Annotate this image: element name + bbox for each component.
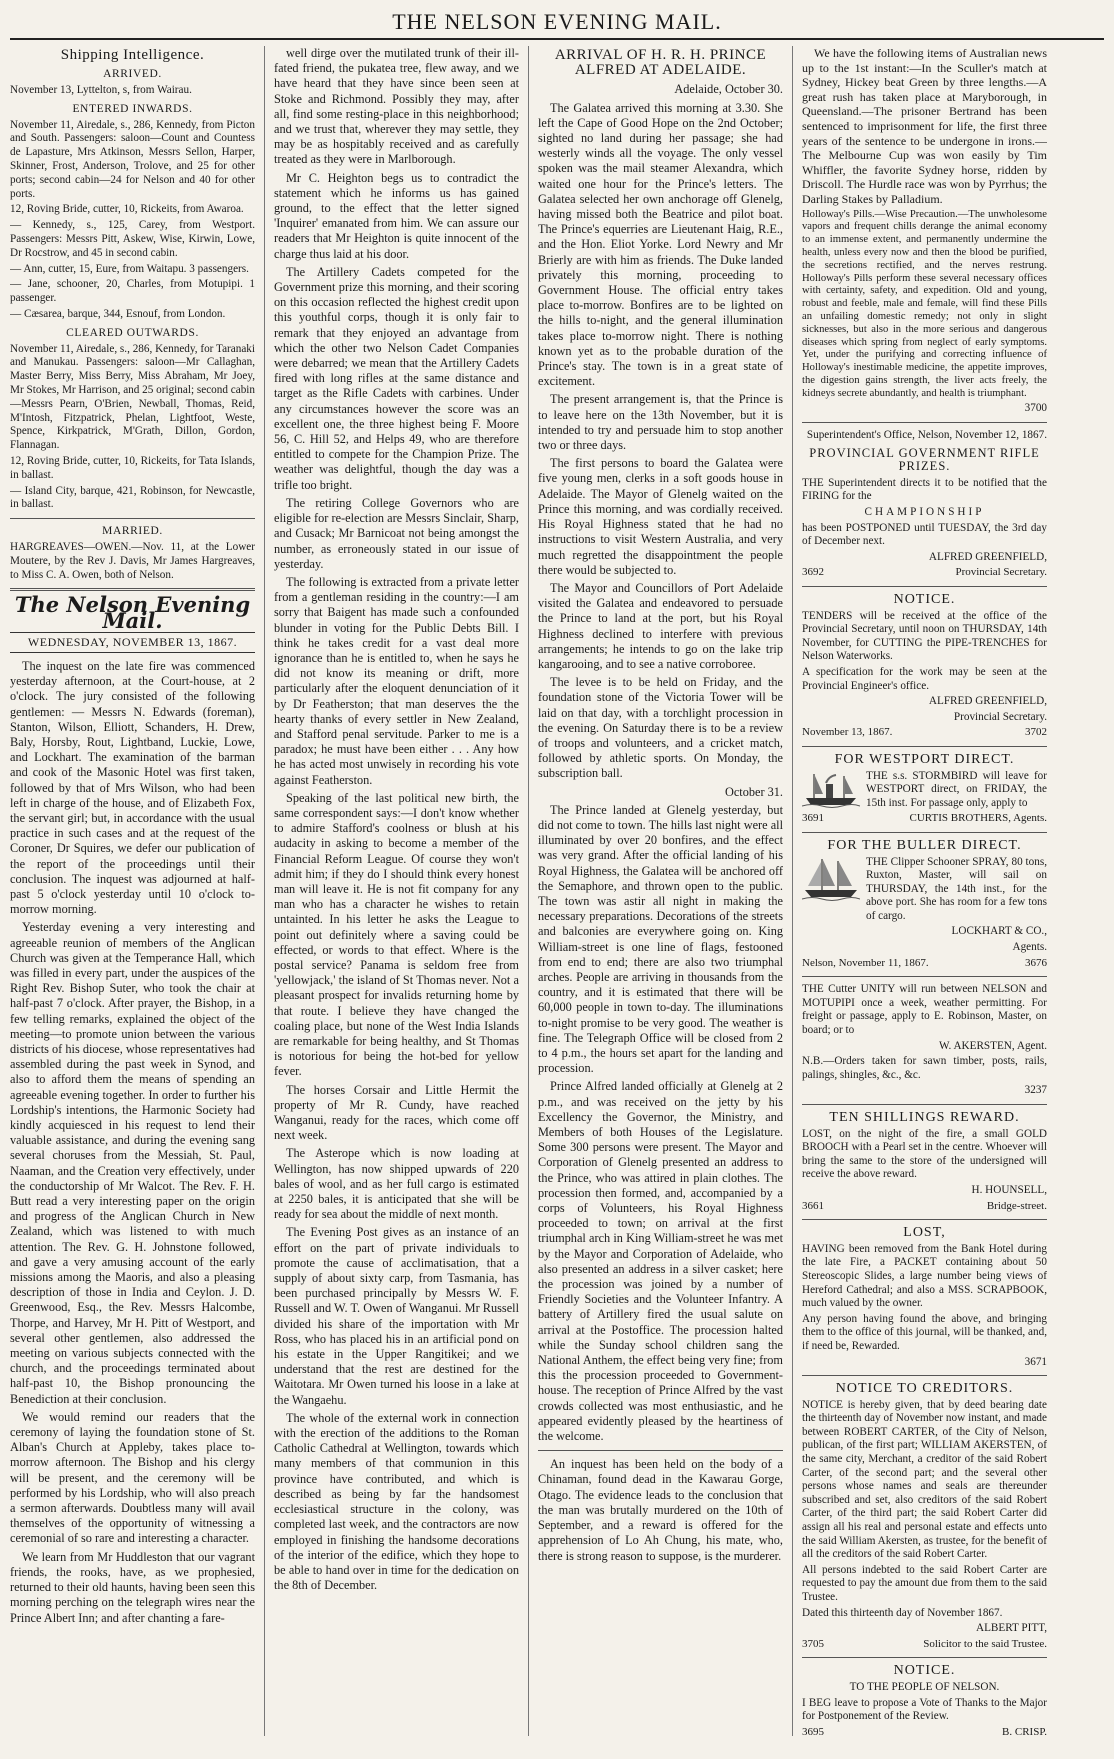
westport-body: THE s.s. STORMBIRD will leave for WESTPORT direct, on FRIDAY, the 15th inst. For passage only, apply to bbox=[866, 769, 1047, 809]
divider bbox=[802, 832, 1047, 833]
article-paragraph: The Asterope which is now loading at Wellington, has now shipped upwards of 220 bales of wool, and as her full cargo is estimated at 2250 bales, it is anticipated that she will be ready for sea about the middle of next month. bbox=[274, 1146, 519, 1222]
buller-ad bbox=[802, 856, 1047, 926]
ad-ref: 3702 bbox=[1025, 726, 1047, 739]
entered-entry: — Jane, schooner, 20, Charles, from Motupipi. 1 passenger. bbox=[10, 278, 255, 305]
schooner-icon bbox=[802, 856, 860, 902]
article-paragraph: The following is extracted from a private letter from a gentleman residing in the country:—I am sorry that Baigent has made such a confounded blunder in voting for the Public Debts Bill. I think he takes credit for a vast deal more ignorance than he is entitled to, when he says he did not know its meaning or drift, more particularly after the eloquent denunciation of it by Dr Featherston; that man deserves the the hearty thanks of every settler in New Zealand, and Stafford penal servitude. Parker to me is a paradox; he must have been either . . . Any how he has acted most unwisely in recording his vote against Featherston. bbox=[274, 574, 519, 787]
westport-signature: CURTIS BROTHERS, Agents. bbox=[909, 812, 1047, 825]
people-notice-title: NOTICE. bbox=[893, 1663, 956, 1679]
entered-heading: ENTERED INWARDS. bbox=[72, 102, 193, 115]
signature-role: Agents. bbox=[1012, 941, 1047, 954]
buller-date: Nelson, November 11, 1867. bbox=[802, 956, 929, 969]
cleared-entry: — Island City, barque, 421, Robinson, for Newcastle, in ballast. bbox=[10, 484, 255, 511]
australian-news: We have the following items of Australian news up to the 1st instant:—In the Sculler's match at Sydney, Hickey beat Green by three lengths.—A great rush has taken place at Maryborough, in Queensland.—The prisoner Bertrand has been sentenced to imprisonment for life, the first three years of the sentence to be undergone in irons.—The Melbourne Cup was won easily by Tim Whiffler, the favorite Sydney horse, ridden by Driscoll. The Hurdle race was won by Pyrrhus; the Darling Stakes by Palladium. bbox=[802, 46, 1047, 206]
notice-body: A specification for the work may be seen at the Provincial Engineer's office. bbox=[802, 665, 1047, 692]
article-paragraph: We would remind our readers that the ceremony of laying the foundation stone of St. Alban's Church at Appleby, takes place to-morrow afternoon. The Bishop and his clergy will be present, and the ceremony will be performed by his Lordship, who will also preach a sermon afterwards. Doubtless many will avail themselves of the opportunity of witnessing a ceremonial of so rare and interesting a character. bbox=[10, 1409, 255, 1546]
article-paragraph: Mr C. Heighton begs us to contradict the statement which he informs us has gained ground, to the effect that the letter signed 'Inquirer' emanated from him. We can assure our readers that Mr Heighton is quite innocent of the charge thus laid at his door. bbox=[274, 170, 519, 261]
reward-body: LOST, on the night of the fire, a small GOLD BROOCH with a Pearl set in the centre. Whoever will bring the same to the store of the undersigned will receive the above reward. bbox=[802, 1127, 1047, 1181]
article-paragraph: The present arrangement is, that the Prince is to leave here on the 13th November, but it is intended to try and persuade him to stop another two or three days. bbox=[538, 392, 783, 453]
ad-ref: 3691 bbox=[802, 812, 824, 825]
holloway-ad: Holloway's Pills.—Wise Precaution.—The unwholesome vapors and frequent chills derange the animal economy to an immense extent, and permanently undermine the health, unless every now and then the blood be purified, the secretions rectified, and the nerves restrung. Holloway's Pills perform these several necessary offices with certainty, safety, and expedition. Old and young, robust and feeble, male and female, will find these Pills an unfailing domestic remedy; not only in slight sicknesses, but also in the more serious and dangerous diseases which spring from neglect of early symptoms. Yet, under the purifying and correcting influence of Holloway's inestimable medicine, the appetite improves, the digestion gains strength, the liver acts freely, the kidneys secrete abundantly, and health is triumphant. bbox=[802, 208, 1047, 399]
shipping-title: Shipping Intelligence. bbox=[60, 47, 205, 63]
divider bbox=[802, 976, 1047, 977]
masthead: THE NELSON EVENING MAIL. bbox=[392, 9, 722, 34]
reward-place: Bridge-street. bbox=[986, 1199, 1047, 1212]
cleared-entry: November 11, Airedale, s., 286, Kennedy, for Taranaki and Manukau. Passengers: saloon—Mr Callaghan, Master Berry, Miss Berry, Miss Abraham, Mr Joey, Mr Stokes, Mr Harrison, and 25 original; second cabin—Messrs Pearn, O'Brien, Newball, Thomas, Reid, M'Intosh, Fitzpatrick, Phelan, Lightfoot, Weste, Spence, Kirkpatrick, M'Grath, Dillon, Gordon, Flannagan. bbox=[10, 342, 255, 452]
lost-title: LOST, bbox=[903, 1225, 946, 1241]
article-paragraph: We learn from Mr Huddleston that our vagrant friends, the rooks, have, as we prophesied, returned to their old haunts, having been seen this morning perching on the telegraph wires near the Prince Albert Inn; and after chanting a fare- bbox=[10, 1549, 255, 1625]
creditors-title: NOTICE TO CREDITORS. bbox=[835, 1381, 1014, 1397]
entered-entry: — Cæsarea, barque, 344, Esnouf, from London. bbox=[10, 307, 226, 320]
unity-body: THE Cutter UNITY will run between NELSON and MOTUPIPI once a week, weather permitting. For freight or passage, apply to E. Robinson, Master, on board; or to bbox=[802, 983, 1047, 1037]
column-4 bbox=[793, 46, 1047, 1736]
newspaper-page bbox=[10, 8, 1104, 1743]
entered-entry: — Ann, cutter, 15, Eure, from Waitapu. 3 passengers. bbox=[10, 262, 249, 275]
cleared-heading: CLEARED OUTWARDS. bbox=[66, 326, 199, 339]
married-heading: MARRIED. bbox=[102, 525, 163, 538]
reward-signature: H. HOUNSELL, bbox=[971, 1183, 1047, 1196]
ad-ref: 3671 bbox=[1024, 1355, 1047, 1368]
arrived-heading: ARRIVED. bbox=[103, 68, 162, 81]
steamship-icon bbox=[802, 770, 860, 808]
ad-footer bbox=[802, 1200, 1047, 1214]
creditors-body: NOTICE is hereby given, that by deed bearing date the thirteenth day of November now instant, and made between ROBERT CARTER, of the City of Nelson, publican, of the first part; WILLIAM AKERSTEN, of the same city, Merchant, a creditor of the said Robert Carter, of the second part; and the several other persons whose names and seals are thereunder subscribed and set, also creditors of the said Robert Carter, of the third part; the said Robert Carter did assign all his real and personal estate and effects unto the said William Akersten, as trustee, for the benefit of all the creditors of the said Robert Carter. bbox=[802, 1398, 1047, 1561]
lost-body: HAVING been removed from the Bank Hotel during the late Fire, a PACKET containing about 50 Stereoscopic Slides, a large number being views of Hereford Cathedral; and also a MSS. SCRAPBOOK, much valued by the owner. bbox=[802, 1242, 1047, 1310]
article-paragraph: The Mayor and Councillors of Port Adelaide visited the Galatea and endeavored to persuade the Prince to land at the port, but his Royal Highness declined to interfere with previous arrangements; he intends to go on the lake trip kangarooing, and to see a native corroboree. bbox=[538, 580, 783, 671]
columns bbox=[10, 46, 1104, 1736]
ad-ref: 3676 bbox=[1025, 956, 1047, 969]
married-entry: HARGREAVES—OWEN.—Nov. 11, at the Lower Moutere, by the Rev J. Davis, Mr James Hargreaves, to Miss C. A. Owen, both of Nelson. bbox=[10, 540, 255, 581]
rifle-championship: CHAMPIONSHIP bbox=[864, 506, 985, 519]
ad-ref: 3692 bbox=[802, 566, 824, 579]
people-notice-body: I BEG leave to propose a Vote of Thanks to the Major for Postponement of the Review. bbox=[802, 1696, 1047, 1723]
ad-footer bbox=[802, 726, 1047, 740]
article-paragraph: Prince Alfred landed officially at Glenelg at 2 p.m., and was received on the jetty by his Excellency the Governor, the Ministry, and Members of both Houses of the Legislature. Some 300 persons were present. The Mayor and Corporation of Glenelg presented an address to the Prince, who was attired in plain clothes. The procession then formed, and, accompanied by a corps of Volunteers, his Royal Highness proceeded to town; on arrival at the first triumphal arch in King William-street he was met by the Mayor and Corporation of Adelaide, who also presented an address in a silver casket; here the procession was joined by a number of Friendly Societies and the Volunteer Infantry. A battery of Artillery fired the usual salute on arrival at the Postoffice. The procession halted while the Sunday school children sang the National Anthem, the effect being very fine; from this the procession proceeded to Government-house. The reception of Prince Alfred by the vast crowds collected was most enthusiastic, and he appeared evidently pleased by the heartiness of the welcome. bbox=[538, 1079, 783, 1444]
creditors-signature: ALBERT PITT, bbox=[975, 1622, 1047, 1635]
entered-entry: — Kennedy, s., 125, Carey, from Westport. Passengers: Messrs Pitt, Askew, Wise, Kirwin, Lowe, Dr Rocstrow, and 45 in second cabin. bbox=[10, 219, 255, 259]
buller-body: THE Clipper Schooner SPRAY, 80 tons, Ruxton, Master, will sail on THURSDAY, the 14th inst., for the above port. She has room for a few tons of cargo. bbox=[866, 855, 1047, 922]
shipping-section bbox=[10, 68, 255, 582]
ad-ref: 3695 bbox=[802, 1725, 824, 1736]
ad-footer bbox=[802, 957, 1047, 971]
unity-signature: W. AKERSTEN, Agent. bbox=[938, 1039, 1047, 1052]
column-2 bbox=[265, 46, 529, 1736]
article-paragraph: The Galatea arrived this morning at 3.30. She left the Cape of Good Hope on the 2nd October; sighted no land during her passage; she had westerly winds all the voyage. The only vessel spoken was the mail steamer Alexandra, which waited one hour for the Prince's letters. The Galatea selected her own anchorage off Glenelg, having missed both the Beatrice and pilot boat. The Prince's equerries are Lieutenant Haig, R.E., and the Hon. Eliot Yorke. Lord Newry and Mr Brierly are with him as friends. The Duke landed privately this morning, proceeding to Government House. The official entry takes place to-morrow. Bonfires are to be lighted on the hills to-night, and the general illumination takes place to-morrow night. There is nothing known yet as to the probable duration of the Prince's stay. The town is in a great state of excitement. bbox=[538, 100, 783, 389]
rifle-body: has been POSTPONED until TUESDAY, the 3rd day of December next. bbox=[802, 521, 1047, 548]
article-paragraph: The retiring College Governors who are eligible for re-election are Messrs Sinclair, Sharp, and Cusack; Mr Barnicoat not being amongst the number, as erroneously stated in our issue of yesterday. bbox=[274, 495, 519, 571]
notice-title: NOTICE. bbox=[893, 592, 956, 608]
reward-title: TEN SHILLINGS REWARD. bbox=[829, 1110, 1020, 1126]
divider bbox=[802, 1104, 1047, 1105]
creditors-body: Dated this thirteenth day of November 1867. bbox=[802, 1606, 1003, 1619]
signature-role: Solicitor to the said Trustee. bbox=[923, 1637, 1047, 1650]
divider bbox=[802, 422, 1047, 423]
rifle-office: Superintendent's Office, Nelson, November 12, 1867. bbox=[806, 429, 1047, 442]
article-paragraph: Yesterday evening a very interesting and agreeable reunion of members of the Anglican Church was given at the Temperance Hall, which was filled in every part, under the auspices of the Right Rev. Bishop Suter, who took the chair at half-past 7 o'clock. After prayer, the Bishop, in a few telling remarks, explained the object of the meeting—to promote union between the various districts of his diocese, whose representatives had assembled during the past week in Synod, and also to afford them the means of spending an agreeable evening together. In order to further his Lordship's intentions, the Harmonic Society had kindly acquiesced in his request to lend their valuable assistance, and during the evening sang several choruses from the Messiah, St. Paul, Naaman, and the Creation very effectively, under the conductorship of Mr Walcot. The Rev. F. H. Butt read a very interesting paper on the origin and progress of the Anglican Church in New Zealand, which was listened to with much attention. The Rev. G. H. Johnstone followed, and gave a very amusing account of the early missions among the Maoris, and also a pleasing description of those in India and Ceylon. J. D. Greenwood, Esq., the Rev. Messrs Halcombe, Thorpe, and Harvey, Mr H. Pitt of Westport, and several other gentlemen, also addressed the meeting on various subjects connected with the church, and the proceedings terminated about half-past 10, the Bishop pronouncing the Benediction at their conclusion. bbox=[10, 920, 255, 1406]
dateline: October 31. bbox=[724, 784, 783, 799]
buller-title: FOR THE BULLER DIRECT. bbox=[827, 837, 1022, 853]
ad-footer bbox=[802, 1726, 1047, 1736]
ad-footer bbox=[802, 812, 1047, 826]
ad-footer bbox=[802, 1638, 1047, 1652]
rifle-title: PROVINCIAL GOVERNMENT RIFLE PRIZES. bbox=[809, 445, 1040, 474]
westport-ad bbox=[802, 770, 1047, 813]
issue-dateline: WEDNESDAY, NOVEMBER 13, 1867. bbox=[10, 632, 255, 653]
divider bbox=[802, 1219, 1047, 1220]
divider bbox=[10, 588, 255, 591]
rifle-signature: ALFRED GREENFIELD, bbox=[928, 550, 1047, 563]
masthead-rule bbox=[10, 38, 1104, 40]
article-paragraph: well dirge over the mutilated trunk of their ill-fated friend, the pukatea tree, flew away, and we have heard that they have since been seen at Stoke and Richmond. Possibly they may, after all, find some resting-place in this neighborhood; and we trust that, wherever they may settle, they may be as hospitably received and as carefully treated as they were in Marlborough. bbox=[274, 46, 519, 167]
column-1 bbox=[10, 46, 265, 1736]
prince-article-title: ARRIVAL OF H. R. H. PRINCE ALFRED AT ADELAIDE. bbox=[554, 47, 767, 79]
ad-ref: 3661 bbox=[802, 1199, 824, 1212]
article-paragraph: The levee is to be held on Friday, and the foundation stone of the Victoria Tower will be laid on that day, with a torchlight procession in the evening. On Saturday there is to be a review of troops and volunteers, and a cricket match, followed by athletic sports. On Monday, the subscription ball. bbox=[538, 675, 783, 781]
notice-signature: ALFRED GREENFIELD, bbox=[928, 695, 1047, 708]
notice-body: TENDERS will be received at the office of the Provincial Secretary, until noon on THURSDAY, 14th November, for CUTTING the PIPE-TRENCHES for Nelson Waterworks. bbox=[802, 609, 1047, 663]
entered-entry: 12, Roving Bride, cutter, 10, Rickeits, from Awaroa. bbox=[10, 203, 244, 216]
westport-title: FOR WESTPORT DIRECT. bbox=[834, 751, 1015, 767]
ad-ref: 3700 bbox=[1024, 402, 1047, 415]
article-paragraph: The horses Corsair and Little Hermit the property of Mr R. Cundy, have reached Wanganui, ready for the races, which come off next week. bbox=[274, 1082, 519, 1143]
divider bbox=[802, 746, 1047, 747]
divider bbox=[802, 586, 1047, 587]
unity-nb: N.B.—Orders taken for sawn timber, posts, rails, palings, shingles, &c., &c. bbox=[802, 1055, 1047, 1081]
notice-date: November 13, 1867. bbox=[802, 726, 893, 739]
people-notice-sub: TO THE PEOPLE OF NELSON. bbox=[849, 1680, 1000, 1693]
buller-signature: LOCKHART & CO., bbox=[951, 925, 1047, 938]
ad-ref: 3237 bbox=[1024, 1084, 1047, 1097]
divider bbox=[10, 518, 255, 519]
paper-title: The Nelson Evening Mail. bbox=[14, 592, 251, 633]
signature-role: Provincial Secretary. bbox=[953, 710, 1047, 723]
divider bbox=[538, 1450, 783, 1451]
column-3 bbox=[529, 46, 793, 1736]
article-paragraph: The Evening Post gives as an instance of an effort on the part of private individuals to promote the cause of acclimatisation, that a supply of about sixty carp, from Tasmania, has been purchased principally by Messrs W. F. Russell and W. T. Owen of Wanganui. Mr Russell divided his share of the importation with Mr Ross, who has placed his in an artificial pond on his estate in the Upper Rangitikei; and we understand that the rest are destined for the Waitotara. Mr Owen turned his loose in a lake at the Wangaehu. bbox=[274, 1225, 519, 1407]
article-paragraph: Speaking of the last political new birth, the same correspondent says:—I don't know whether to admire Stafford's coolness or blush at his audacity in asking to become a member of the Financial Reform League. Of course they won't admit him; if they do I should think every honest man will leave it. He is not fit company for any man who has a character he wishes to retain untainted. In his letter he asks the League to point out definitely where a saving could be effected, or words to that effect. Where is the postal service? Panama is seldom free from 'yellowjack,' the island of St Thomas never. Not a pleasant prospect for invalids returning home by that route. I believe they have changed the coaling place, but none of the West India Islands are remarkable for being healthy, and St Thomas is notorious for being the hot-bed for yellow fever. bbox=[274, 790, 519, 1079]
rifle-body: THE Superintendent directs it to be notified that the FIRING for the bbox=[802, 476, 1047, 503]
creditors-body: All persons indebted to the said Robert Carter are requested to pay the amount due from them to the said Trustee. bbox=[802, 1563, 1047, 1604]
divider bbox=[802, 1657, 1047, 1658]
dateline: Adelaide, October 30. bbox=[674, 82, 783, 97]
divider bbox=[802, 1375, 1047, 1376]
article-paragraph: The inquest on the late fire was commenced yesterday afternoon, at the Court-house, at 2 o'clock. The jury consisted of the following gentlemen: — Messrs N. Edwards (foreman), Stanton, Wilson, Elliott, Schanders, H. Drew, Baly, Horsby, Rout, Lightband, Luckie, Lowe, and Lockhart. The examination of the barman and cook of the Masonic Hotel was first taken, followed by that of Mrs Wilson, who had been left in charge of the house, and of Elizabeth Fox, the servant girl; but, in accordance with the usual practice in such cases and at the request of the Coroner, Dr Squires, we defer our publication of the report of the proceedings until their conclusion. The inquest was adjourned at half-past 5 o'clock yesterday until 10 o'clock to-morrow morning. bbox=[10, 658, 255, 917]
lost-body: Any person having found the above, and bringing them to the office of this journal, will be thanked, and, if need be, Rewarded. bbox=[802, 1312, 1047, 1352]
signature-role: Provincial Secretary. bbox=[955, 566, 1047, 579]
people-notice-signature: B. CRISP. bbox=[1002, 1725, 1047, 1736]
article-paragraph: The Prince landed at Glenelg yesterday, but did not come to town. The hills last night were all illuminated by over 20 bonfires, and the effect was very grand. After the official landing of his Royal Highness, the Galatea will be anchored off the Semaphore, and thrown open to the public. The town was astir all night in making the necessary preparations. Decorations of the streets and balconies are everywhere going on. King William-street is one line of flags, festooned from end to end; there are also two triumphal arches. People are arriving in thousands from the country, and it is estimated that there will be 60,000 people in town to-day. The illuminations to-night promise to be very good. The weather is fine. The Telegraph Office will be closed from 2 to 4 p.m., the hours set apart for the landing and procession. bbox=[538, 802, 783, 1076]
cleared-entry: 12, Roving Bride, cutter, 10, Rickeits, for Tata Islands, in ballast. bbox=[10, 454, 255, 481]
article-paragraph: The Artillery Cadets competed for the Government prize this morning, and their scoring on this occasion reflected the highest credit upon this youthful corps, though it is only fair to remark that they enjoyed an advantage from which the other two Nelson Cadet Companies were debarred; we mean that the Artillery Cadets fired with long rifles at the same distance and target as the Rifle Cadets with carbines. Under any circumstances however the score was an excellent one, the three highest being F. Moore 56, C. Hill 52, and Helps 49, who are therefore entitled to compete for the Champion Prize. The weather was delightful, though the day was a trifle too bright. bbox=[274, 264, 519, 492]
article-paragraph: The first persons to board the Galatea were five young men, clerks in a soft goods house in Adelaide. The Mayor of Glenelg waited on the Prince this morning, and was cordially received. His Royal Highness stated that he had no instructions to visit Western Australia, and very much regretted the disappointment the people there would be subjected to. bbox=[538, 456, 783, 577]
entered-entry: November 11, Airedale, s., 286, Kennedy, from Picton and South. Passengers: saloon—Count and Countess de Lapasture, Mrs Atkinson, Messrs Sellon, Harper, Skinner, Frost, Anderson, Trolove, and 25 for other ports; second cabin—24 for Nelson and 40 for other ports. bbox=[10, 118, 255, 200]
ad-ref: 3705 bbox=[802, 1637, 824, 1650]
article-paragraph: The whole of the external work in connection with the erection of the additions to the Roman Catholic Cathedral at Wellington, towards which many members of that communion in this province have contributed, and which is described as being by far the handsomest ecclesiastical structure in the colony, was completed last week, and the contractors are now employed in finishing the handsome decorations of the interior of the edifice, which they hope to be able to hand over in time for the dedication on the 8th of December. bbox=[274, 1410, 519, 1593]
arrived-entry: November 13, Lyttelton, s, from Wairau. bbox=[10, 84, 192, 96]
inquest-paragraph: An inquest has been held on the body of a Chinaman, found dead in the Kawarau Gorge, Otago. The evidence leads to the conclusion that the man was brutally murdered on the 10th of September, and a reward is offered for the apprehension of Lo Ah Chung, his mate, who, there is strong reason to suppose, is the murderer. bbox=[538, 1457, 783, 1563]
ad-footer bbox=[802, 566, 1047, 580]
